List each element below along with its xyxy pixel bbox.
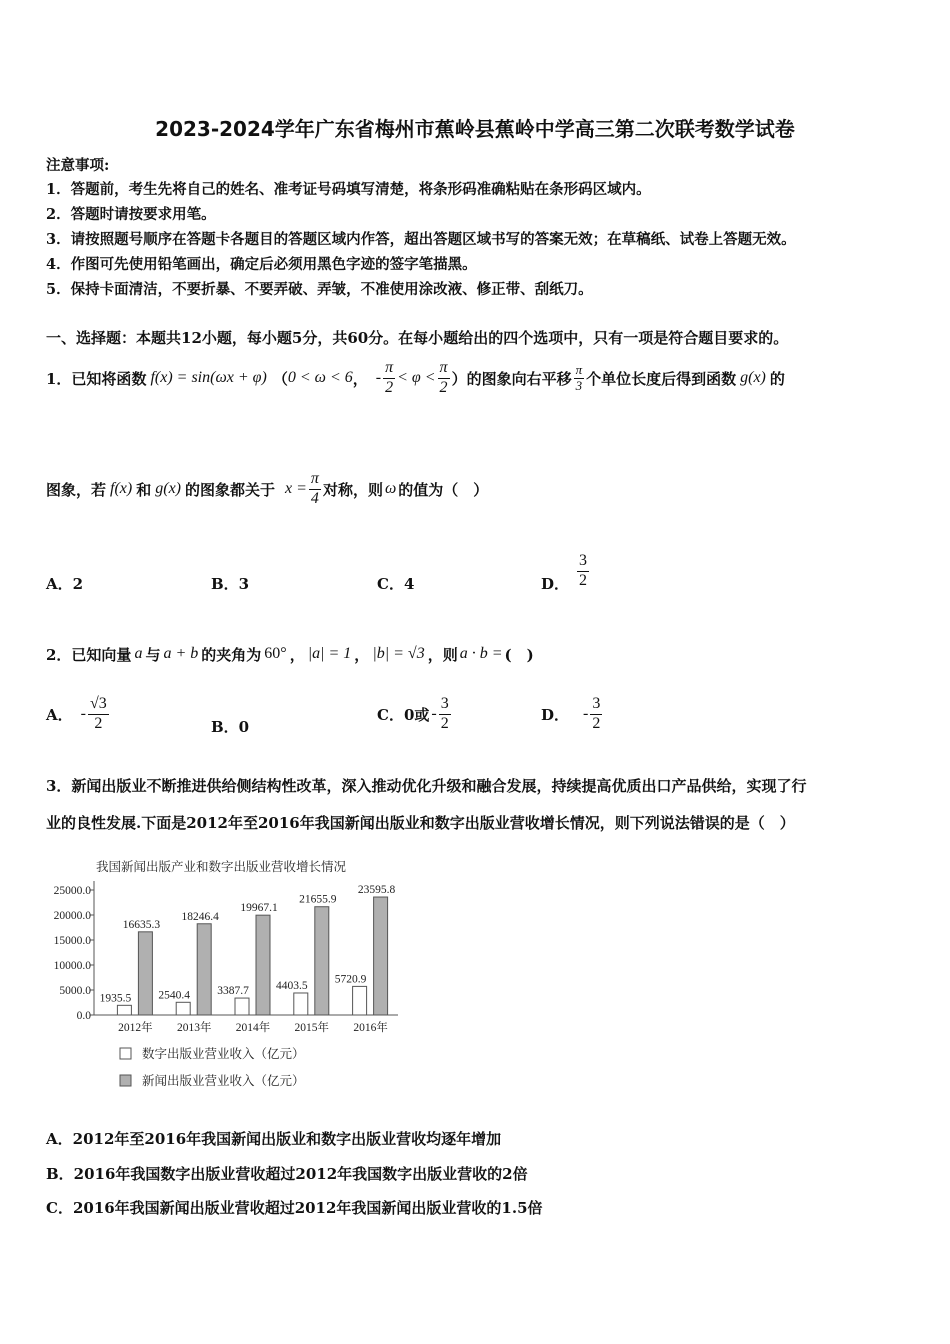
chart-bars bbox=[100, 884, 396, 1015]
x-tick-label: 2012年 bbox=[118, 1022, 153, 1034]
y-tick-label: 10000.0 bbox=[53, 960, 91, 972]
q1-text-e: 个单位长度后得到函数 bbox=[586, 369, 737, 388]
q1-text-a: 1．已知将函数 bbox=[46, 369, 147, 388]
note-item-5: 5．保持卡面清洁，不要折暴、不要弄破、弄皱，不准使用涂改液、修正带、刮纸刀。 bbox=[46, 281, 593, 298]
chart-legend bbox=[120, 1046, 305, 1088]
news-bar-label: 23595.8 bbox=[357, 884, 396, 897]
y-tick-label: 5000.0 bbox=[59, 985, 91, 997]
q1-text-h: 和 bbox=[136, 480, 152, 499]
y-tick-label: 0.0 bbox=[76, 1010, 91, 1022]
denominator: 4 bbox=[310, 489, 319, 507]
q1-function-f: f(x) = sin(ωx + φ) bbox=[150, 369, 267, 386]
q2-option-a-frac bbox=[88, 695, 109, 733]
q2-text-a: 2．已知向量 bbox=[46, 645, 132, 664]
digital-bar bbox=[117, 1005, 131, 1015]
news-bar bbox=[315, 907, 329, 1015]
q1-frac-neg-pi-2 bbox=[383, 359, 395, 397]
q2-abs-a: |a| = 1 bbox=[307, 645, 352, 662]
question-2 bbox=[46, 636, 534, 672]
q2-abs-b: |b| = √3 bbox=[372, 645, 425, 662]
q2-dot-product: a · b = bbox=[459, 645, 503, 662]
q1-text-g: 图象，若 bbox=[46, 480, 107, 499]
news-bar bbox=[138, 932, 152, 1015]
digital-bar-label: 3387.7 bbox=[217, 985, 249, 998]
numerator: √3 bbox=[88, 695, 109, 714]
news-bar-label: 16635.3 bbox=[122, 918, 161, 931]
q2-option-b[interactable]: B．0 bbox=[211, 718, 250, 736]
q2-text-c: 的夹角为 bbox=[201, 645, 262, 664]
q2-option-c-frac bbox=[439, 695, 451, 733]
question-1-line-2 bbox=[46, 467, 488, 511]
q1-gx: g(x) bbox=[155, 480, 181, 497]
q2-option-a-label: A． bbox=[46, 705, 73, 724]
news-bar bbox=[256, 915, 270, 1015]
digital-bar bbox=[235, 998, 249, 1015]
q1-option-b[interactable]: B．3 bbox=[211, 575, 250, 593]
q2-text-f: ，则 bbox=[427, 645, 458, 664]
q2-text-b: 与 bbox=[145, 645, 161, 664]
numerator: 3 bbox=[439, 695, 451, 714]
denominator: 2 bbox=[385, 378, 394, 396]
legend-swatch bbox=[120, 1048, 131, 1059]
q1-text-d: ）的图象向右平移 bbox=[451, 369, 572, 388]
q1-option-a[interactable]: A．2 bbox=[46, 575, 84, 593]
digital-bar-label: 5720.9 bbox=[334, 973, 367, 986]
q1-option-d[interactable] bbox=[541, 548, 591, 594]
q1-text-f: 的 bbox=[769, 369, 785, 388]
q1-phi-ineq: < φ < bbox=[397, 369, 436, 386]
q1-omega: ω bbox=[384, 480, 397, 497]
news-bar bbox=[374, 897, 388, 1015]
y-tick-label: 15000.0 bbox=[53, 935, 91, 947]
q1-text-k: 的值为（ ） bbox=[398, 480, 489, 499]
q2-option-d-label: D． bbox=[541, 705, 570, 724]
numerator: 3 bbox=[577, 552, 589, 571]
denominator: 2 bbox=[440, 714, 449, 732]
q2-option-a-neg: - bbox=[80, 705, 86, 722]
q3-option-c[interactable]: C．2016年我国新闻出版业营收超过2012年我国新闻出版业营收的1.5倍 bbox=[46, 1199, 543, 1217]
x-tick-label: 2016年 bbox=[353, 1022, 388, 1034]
numerator: π bbox=[383, 359, 395, 378]
q1-text-i: 的图象都关于 bbox=[185, 480, 276, 499]
q2-text-d: ， bbox=[289, 645, 305, 664]
note-item-2: 2．答题时请按要求用笔。 bbox=[46, 206, 216, 223]
question-1-line-1 bbox=[46, 356, 785, 400]
numerator: π bbox=[438, 359, 450, 378]
revenue-bar-chart bbox=[46, 855, 416, 1095]
q1-function-g: g(x) bbox=[740, 369, 766, 386]
q1-frac-pi-4 bbox=[309, 470, 321, 508]
legend-label: 数字出版业营业收入（亿元） bbox=[142, 1046, 305, 1061]
denominator: 2 bbox=[439, 378, 448, 396]
digital-bar bbox=[294, 993, 308, 1015]
digital-bar bbox=[353, 986, 367, 1015]
q1-text-c: ， bbox=[352, 369, 368, 388]
q1-x-eq: x = bbox=[285, 480, 307, 497]
q1-frac-pi-2 bbox=[438, 359, 450, 397]
q2-text-e: ， bbox=[354, 645, 370, 664]
news-bar-label: 19967.1 bbox=[240, 902, 278, 915]
q3-option-b[interactable]: B．2016年我国数字出版业营收超过2012年我国数字出版业营收的2倍 bbox=[46, 1165, 528, 1183]
q2-option-d[interactable] bbox=[541, 692, 604, 736]
q1-neg-sign: - bbox=[375, 369, 382, 386]
note-item-3: 3．请按照题号顺序在答题卡各题目的答题区域内作答，超出答题区域书写的答案无效；在草稿纸、试卷上答题无效。 bbox=[46, 231, 796, 248]
chart-axes bbox=[54, 881, 398, 1034]
news-bar-label: 18246.4 bbox=[181, 910, 219, 923]
q2-option-d-frac bbox=[590, 695, 602, 733]
q1-option-d-label: D． bbox=[541, 574, 570, 593]
denominator: 2 bbox=[94, 714, 103, 732]
digital-bar-label: 1935.5 bbox=[99, 992, 132, 1005]
q2-option-d-neg: - bbox=[583, 705, 589, 722]
q3-line-1: 3．新闻出版业不断推进供给侧结构性改革，深入推动优化升级和融合发展，持续提高优质出口产品供给，实现了行 bbox=[46, 777, 807, 795]
numerator: 3 bbox=[590, 695, 602, 714]
denominator: 3 bbox=[575, 377, 583, 393]
q1-omega-range: 0 < ω < 6 bbox=[287, 369, 353, 386]
x-tick-label: 2015年 bbox=[294, 1022, 330, 1034]
numerator: π bbox=[309, 470, 321, 489]
section-heading: 一、选择题：本题共12小题，每小题5分，共60分。在每小题给出的四个选项中，只有一项是符合题目要求的。 bbox=[46, 329, 789, 347]
q2-option-a[interactable] bbox=[46, 692, 111, 736]
q2-option-c[interactable] bbox=[377, 692, 453, 736]
q3-option-a[interactable]: A．2012年至2016年我国新闻出版业和数字出版业营收均逐年增加 bbox=[46, 1130, 502, 1148]
q1-option-c[interactable]: C．4 bbox=[377, 575, 415, 593]
digital-bar-label: 4403.5 bbox=[275, 979, 308, 992]
denominator: 2 bbox=[592, 714, 601, 732]
q2-option-c-label: C．0或 bbox=[377, 705, 430, 724]
page-title: 2023-2024学年广东省梅州市蕉岭县蕉岭中学高三第二次联考数学试卷 bbox=[155, 117, 795, 141]
q1-option-d-frac bbox=[577, 552, 589, 590]
note-item-4: 4．作图可先使用铅笔画出，确定后必须用黑色字迹的签字笔描黑。 bbox=[46, 256, 477, 273]
q2-text-g: ( ) bbox=[504, 645, 534, 664]
denominator: 2 bbox=[579, 571, 588, 589]
notes-heading: 注意事项: bbox=[46, 157, 110, 174]
news-bar bbox=[197, 924, 211, 1015]
digital-bar bbox=[176, 1002, 190, 1015]
legend-label: 新闻出版业营业收入（亿元） bbox=[142, 1073, 305, 1088]
q1-fx: f(x) bbox=[110, 480, 133, 497]
news-bar-label: 21655.9 bbox=[299, 893, 337, 906]
digital-bar-label: 2540.4 bbox=[158, 989, 191, 1002]
q1-text-j: 对称，则 bbox=[322, 480, 383, 499]
note-item-1: 1．答题前，考生先将自己的姓名、准考证号码填写清楚，将条形码准确粘贴在条形码区域内。 bbox=[46, 181, 651, 198]
legend-swatch bbox=[120, 1075, 131, 1086]
q2-option-c-neg: - bbox=[431, 705, 437, 722]
numerator: π bbox=[575, 361, 583, 377]
y-tick-label: 20000.0 bbox=[53, 910, 91, 922]
q1-frac-pi-3 bbox=[574, 363, 585, 394]
q1-text-b: （ bbox=[272, 369, 288, 388]
chart-title: 我国新闻出版产业和数字出版业营收增长情况 bbox=[96, 859, 347, 874]
q2-vec-a-plus-b: a + b bbox=[163, 645, 199, 662]
q3-line-2: 业的良性发展.下面是2012年至2016年我国新闻出版业和数字出版业营收增长情况，则下列说法错误的是（ ） bbox=[46, 814, 795, 832]
q2-vec-a: a bbox=[134, 645, 143, 662]
q2-angle: 60° bbox=[264, 645, 287, 662]
y-tick-label: 25000.0 bbox=[53, 885, 91, 897]
x-tick-label: 2014年 bbox=[235, 1022, 271, 1034]
x-tick-label: 2013年 bbox=[176, 1022, 212, 1034]
